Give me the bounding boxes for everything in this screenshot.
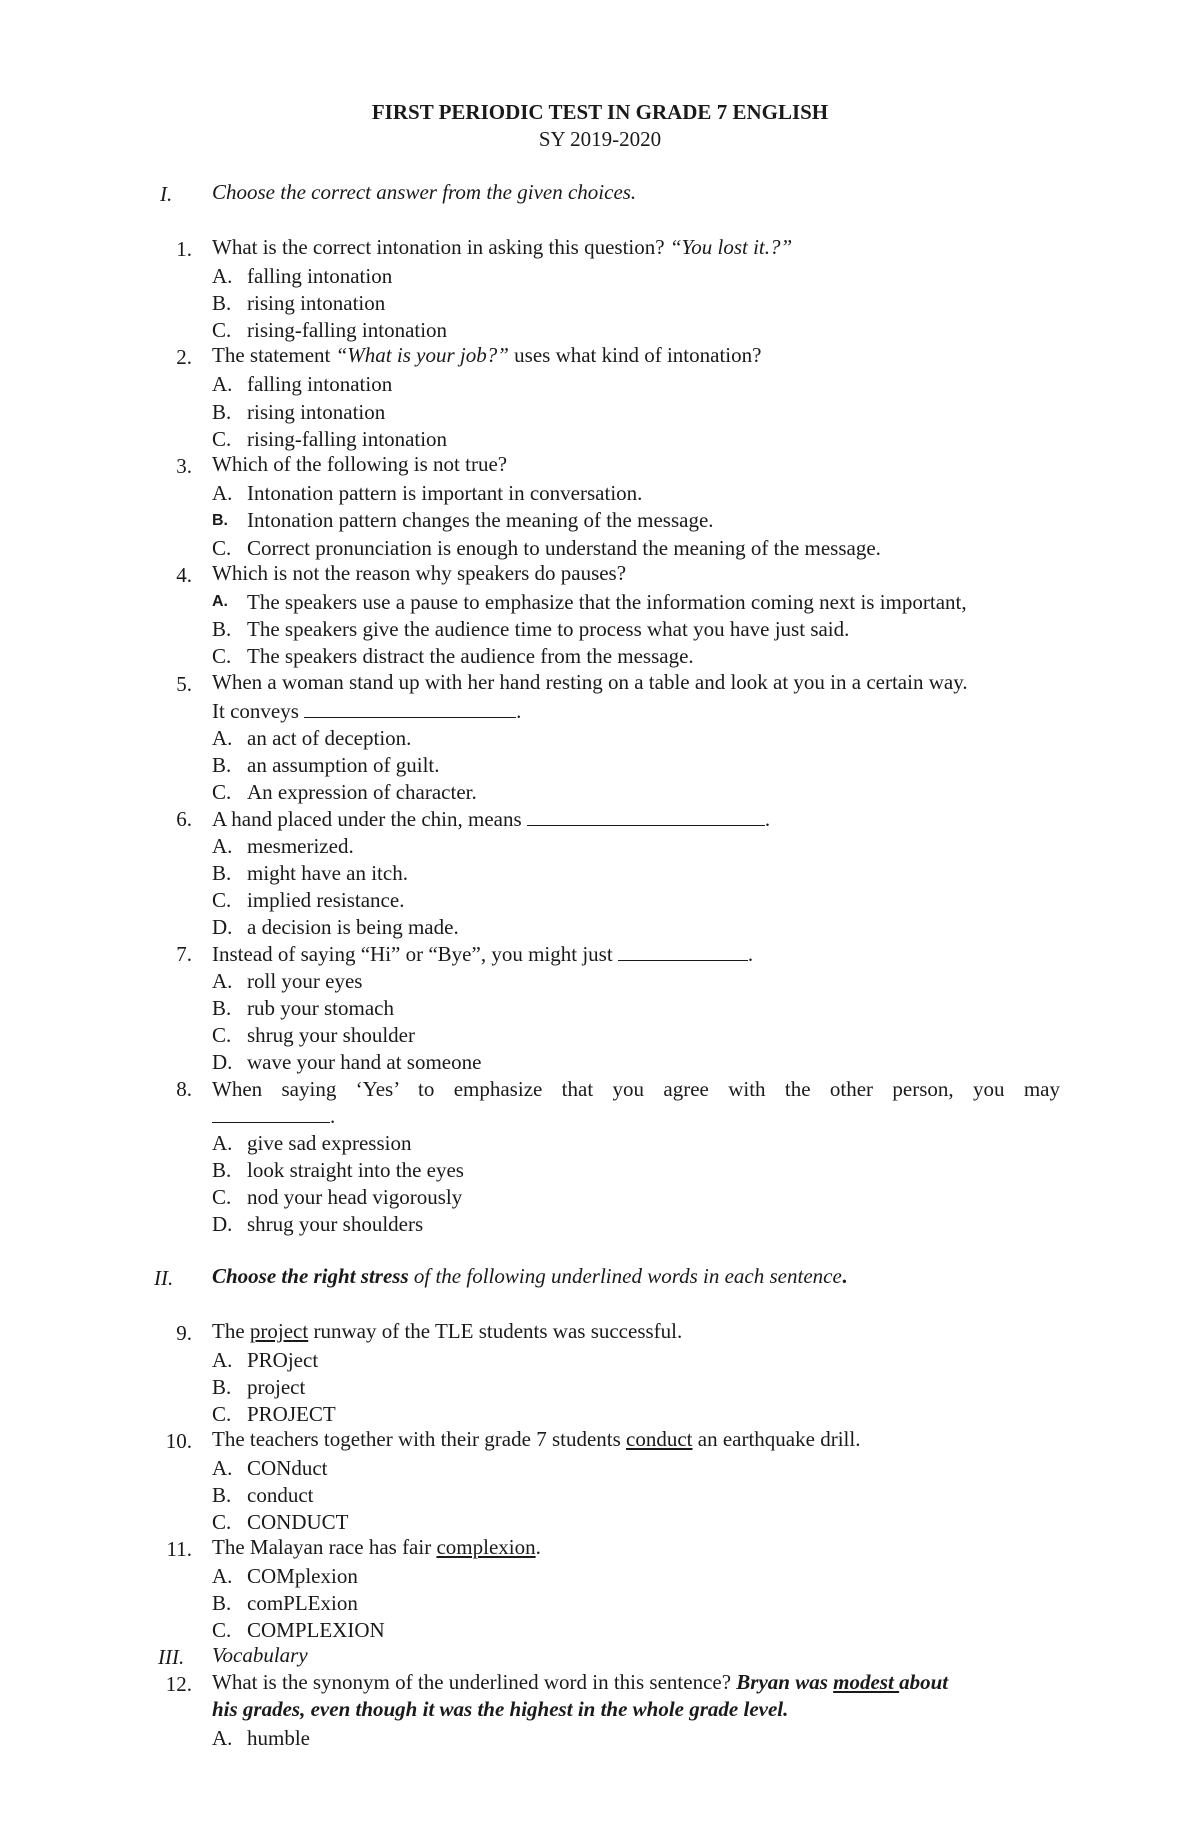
- q6-choice-b: might have an itch.: [247, 861, 408, 885]
- q10-text: The teachers together with their grade 7 students conduct an earthquake drill.: [212, 1427, 861, 1451]
- q12-choice-a-letter: A.: [212, 1726, 233, 1750]
- school-year: SY 2019-2020: [538, 127, 662, 151]
- q2-choice-a-letter: A.: [212, 372, 233, 396]
- q7-choice-c-letter: C.: [212, 1023, 232, 1047]
- q4-choice-a: The speakers use a pause to emphasize that the information coming next is important,: [247, 590, 967, 614]
- q8-blank-line: .: [212, 1104, 335, 1127]
- q10-choice-a-letter: A.: [212, 1456, 233, 1480]
- q4-number: 4.: [176, 563, 192, 587]
- q12-text-line2: his grades, even though it was the highest in the whole grade level.: [212, 1697, 789, 1721]
- q7-choice-b-letter: B.: [212, 996, 232, 1020]
- q11-choice-c-letter: C.: [212, 1618, 232, 1642]
- q5-choice-c-letter: C.: [212, 780, 232, 804]
- q12-choice-a: humble: [247, 1726, 310, 1750]
- q9-choice-b-letter: B.: [212, 1375, 232, 1399]
- q6-choice-d-letter: D.: [212, 915, 233, 939]
- q9-choice-a-letter: A.: [212, 1348, 233, 1372]
- q2-choice-c-letter: C.: [212, 427, 232, 451]
- q8-choice-a: give sad expression: [247, 1131, 412, 1155]
- q8-choice-d-letter: D.: [212, 1212, 233, 1236]
- q3-choice-b: Intonation pattern changes the meaning of the message.: [247, 508, 714, 532]
- q11-choice-c: COMPLEXION: [247, 1618, 385, 1642]
- q6-choice-a-letter: A.: [212, 834, 233, 858]
- q7-text: Instead of saying “Hi” or “Bye”, you might just .: [212, 942, 754, 966]
- section-1-instruction: Choose the correct answer from the given choices.: [212, 180, 637, 204]
- q3-choice-c-letter: C.: [212, 536, 232, 560]
- q10-choice-a: CONduct: [247, 1456, 328, 1480]
- q5-answer-blank: [304, 699, 516, 718]
- q10-underlined-word: conduct: [626, 1427, 693, 1451]
- q2-choice-c: rising-falling intonation: [247, 427, 448, 451]
- q8-number: 8.: [176, 1077, 192, 1101]
- q1-choice-b-letter: B.: [212, 291, 232, 315]
- q7-choice-a: roll your eyes: [247, 969, 363, 993]
- q7-choice-d-letter: D.: [212, 1050, 233, 1074]
- q5-choice-a: an act of deception.: [247, 726, 412, 750]
- q4-text: Which is not the reason why speakers do pauses?: [212, 561, 627, 585]
- q4-choice-b: The speakers give the audience time to process what you have just said.: [247, 617, 850, 641]
- q2-choice-b-letter: B.: [212, 400, 232, 424]
- q8-text: When saying ‘Yes’ to emphasize that you agree with the other person, you may: [212, 1077, 1060, 1101]
- q5-text: When a woman stand up with her hand resting on a table and look at you in a certain way.: [212, 670, 968, 694]
- q8-answer-blank: [212, 1104, 330, 1123]
- q7-choice-d: wave your hand at someone: [247, 1050, 482, 1074]
- q3-choice-b-letter: B.: [212, 512, 228, 529]
- q7-answer-blank: [618, 942, 748, 961]
- q9-choice-c: PROJECT: [247, 1402, 336, 1426]
- q5-choice-b: an assumption of guilt.: [247, 753, 440, 777]
- q7-number: 7.: [176, 942, 192, 966]
- q1-text: What is the correct intonation in asking this question? “You lost it.?”: [212, 235, 793, 259]
- section-1-number: I.: [160, 182, 173, 206]
- q4-choice-c: The speakers distract the audience from the message.: [247, 644, 694, 668]
- q6-answer-blank: [527, 807, 765, 826]
- q3-text: Which of the following is not true?: [212, 452, 508, 476]
- q10-choice-b: conduct: [247, 1483, 314, 1507]
- q11-choice-a: COMplexion: [247, 1564, 358, 1588]
- q4-choice-c-letter: C.: [212, 644, 232, 668]
- q5-choice-b-letter: B.: [212, 753, 232, 777]
- q8-choice-c: nod your head vigorously: [247, 1185, 463, 1209]
- q3-choice-c: Correct pronunciation is enough to understand the meaning of the message.: [247, 536, 881, 560]
- q3-number: 3.: [176, 454, 192, 478]
- q5-text-line2: It conveys .: [212, 699, 522, 723]
- q6-choice-c: implied resistance.: [247, 888, 405, 912]
- q6-number: 6.: [176, 807, 192, 831]
- q11-underlined-word: complexion: [436, 1535, 536, 1559]
- q2-number: 2.: [176, 345, 192, 369]
- q8-choice-c-letter: C.: [212, 1185, 232, 1209]
- q11-number: 11.: [166, 1537, 192, 1561]
- q4-choice-a-letter: A.: [212, 593, 228, 610]
- q11-text: The Malayan race has fair complexion.: [212, 1535, 541, 1559]
- q1-number: 1.: [176, 237, 192, 261]
- q11-choice-a-letter: A.: [212, 1564, 233, 1588]
- q6-choice-c-letter: C.: [212, 888, 232, 912]
- q4-choice-b-letter: B.: [212, 617, 232, 641]
- q9-text: The project runway of the TLE students was successful.: [212, 1319, 683, 1343]
- q1-choice-a: falling intonation: [247, 264, 393, 288]
- q2-choice-a: falling intonation: [247, 372, 393, 396]
- q6-choice-a: mesmerized.: [247, 834, 354, 858]
- q1-choice-b: rising intonation: [247, 291, 386, 315]
- q10-choice-c: CONDUCT: [247, 1510, 349, 1534]
- q10-number: 10.: [165, 1429, 192, 1453]
- q10-choice-c-letter: C.: [212, 1510, 232, 1534]
- q9-number: 9.: [176, 1321, 192, 1345]
- q10-choice-b-letter: B.: [212, 1483, 232, 1507]
- section-2-number: II.: [154, 1266, 174, 1290]
- q12-number: 12.: [165, 1672, 192, 1696]
- q2-text: The statement “What is your job?” uses what kind of intonation?: [212, 343, 762, 367]
- q9-choice-a: PROject: [247, 1348, 319, 1372]
- q9-choice-b: project: [247, 1375, 306, 1399]
- test-title: FIRST PERIODIC TEST IN GRADE 7 ENGLISH: [371, 100, 829, 124]
- q6-text: A hand placed under the chin, means .: [212, 807, 771, 831]
- q7-choice-b: rub your stomach: [247, 996, 394, 1020]
- q5-choice-a-letter: A.: [212, 726, 233, 750]
- q12-underlined-word: modest: [833, 1670, 900, 1694]
- q1-choice-c-letter: C.: [212, 318, 232, 342]
- section-3-number: III.: [158, 1645, 185, 1669]
- q8-choice-d: shrug your shoulders: [247, 1212, 424, 1236]
- section-3-title: Vocabulary: [212, 1643, 308, 1667]
- q8-choice-a-letter: A.: [212, 1131, 233, 1155]
- q9-underlined-word: project: [249, 1319, 309, 1343]
- q7-choice-c: shrug your shoulder: [247, 1023, 415, 1047]
- q5-choice-c: An expression of character.: [247, 780, 477, 804]
- q11-choice-b: comPLExion: [247, 1591, 358, 1615]
- q6-choice-b-letter: B.: [212, 861, 232, 885]
- q5-number: 5.: [176, 672, 192, 696]
- q6-choice-d: a decision is being made.: [247, 915, 459, 939]
- q11-choice-b-letter: B.: [212, 1591, 232, 1615]
- q3-choice-a-letter: A.: [212, 481, 233, 505]
- q9-choice-c-letter: C.: [212, 1402, 232, 1426]
- q1-choice-a-letter: A.: [212, 264, 233, 288]
- q3-choice-a: Intonation pattern is important in conversation.: [247, 481, 643, 505]
- q2-choice-b: rising intonation: [247, 400, 386, 424]
- q8-choice-b-letter: B.: [212, 1158, 232, 1182]
- section-2-instruction: Choose the right stress of the following underlined words in each sentence.: [212, 1264, 848, 1288]
- q1-choice-c: rising-falling intonation: [247, 318, 448, 342]
- q7-choice-a-letter: A.: [212, 969, 233, 993]
- q12-text: What is the synonym of the underlined word in this sentence? Bryan was modest about: [212, 1670, 949, 1694]
- q8-choice-b: look straight into the eyes: [247, 1158, 464, 1182]
